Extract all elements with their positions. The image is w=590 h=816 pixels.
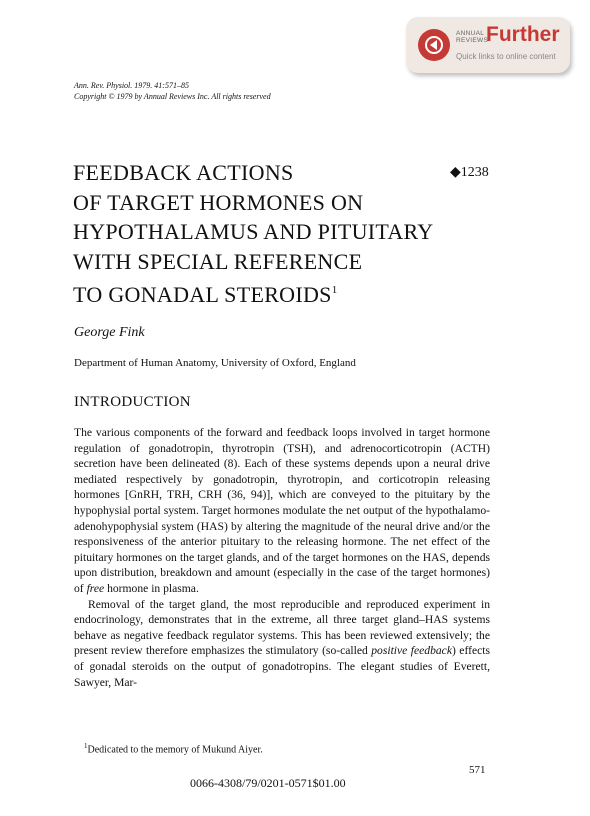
title-line: OF TARGET HORMONES ON bbox=[73, 189, 364, 215]
paragraph: The various components of the forward and feedback loops involved in target hormone regulation of gonadotropin, thyrotropin (TSH), and adrenocorticotropin (ACTH) secretion have been delineated (8). Each of these systems depends upon a neural drive mediated respectively by gonadotropin, thyrotropin, and corticotropin releasing hormones [GnRH, TRH, CRH (36, 94)], which are conveyed to the pituitary by the hypophysial portal system. Target hormones modulate the net output of the hypothalamo-adenohypophysial system (HAS) by altering the magnitude of the neural drive and/or the responsiveness of the anterior pituitary to the releasing hormone. The net effect of the pituitary hormones on the target glands, and of the target hormones on the HAS, depends upon distribution, breakdown and amount (especially in the case of the target hormones) of free hormone in plasma. bbox=[74, 426, 490, 595]
page-number: 571 bbox=[469, 764, 486, 776]
body-text bbox=[74, 425, 490, 690]
further-link-icon bbox=[418, 29, 450, 61]
title-line: WITH SPECIAL REFERENCE bbox=[73, 248, 363, 274]
further-badge[interactable] bbox=[406, 17, 570, 73]
paragraph: Removal of the target gland, the most reproducible and reproduced experiment in endocrinology, demonstrates that in the extreme, all three target gland–HAS systems behave as negative feedback regulator systems. This has been reviewed extensively; the present review therefore emphasizes the stimulatory (so-called positive feedback) effects of gonadal steroids on the output of gonadotropins. The elegant studies of Everett, Sawyer, Mar- bbox=[74, 597, 490, 689]
further-wordmark: Further bbox=[486, 23, 560, 46]
copyright-line: Copyright © 1979 by Annual Reviews Inc. All rights reserved bbox=[74, 92, 271, 101]
further-tagline: Quick links to online content bbox=[456, 52, 556, 61]
title-line: HYPOTHALAMUS AND PITUITARY bbox=[73, 219, 434, 244]
footnote: $^1$Dedicated to the memory of Mukund Aiyer. bbox=[84, 742, 263, 756]
title-footnote-mark: 1 bbox=[331, 284, 338, 296]
further-publisher: ANNUAL REVIEWS bbox=[456, 30, 489, 44]
journal-citation bbox=[74, 80, 271, 102]
title-line: FEEDBACK ACTIONS bbox=[73, 160, 294, 185]
title-line: TO GONADAL STEROIDS$^1$ bbox=[73, 282, 338, 307]
citation-line: Ann. Rev. Physiol. 1979. 41:571–85 bbox=[74, 81, 189, 90]
article-title bbox=[73, 158, 473, 310]
issn-line: 0066-4308/79/0201-0571$01.00 bbox=[190, 776, 346, 790]
section-heading: INTRODUCTION bbox=[74, 394, 191, 410]
author-name: George Fink bbox=[74, 325, 145, 340]
author-affiliation: Department of Human Anatomy, University of Oxford, England bbox=[74, 357, 356, 369]
article-code: ◆1238 bbox=[450, 165, 489, 180]
